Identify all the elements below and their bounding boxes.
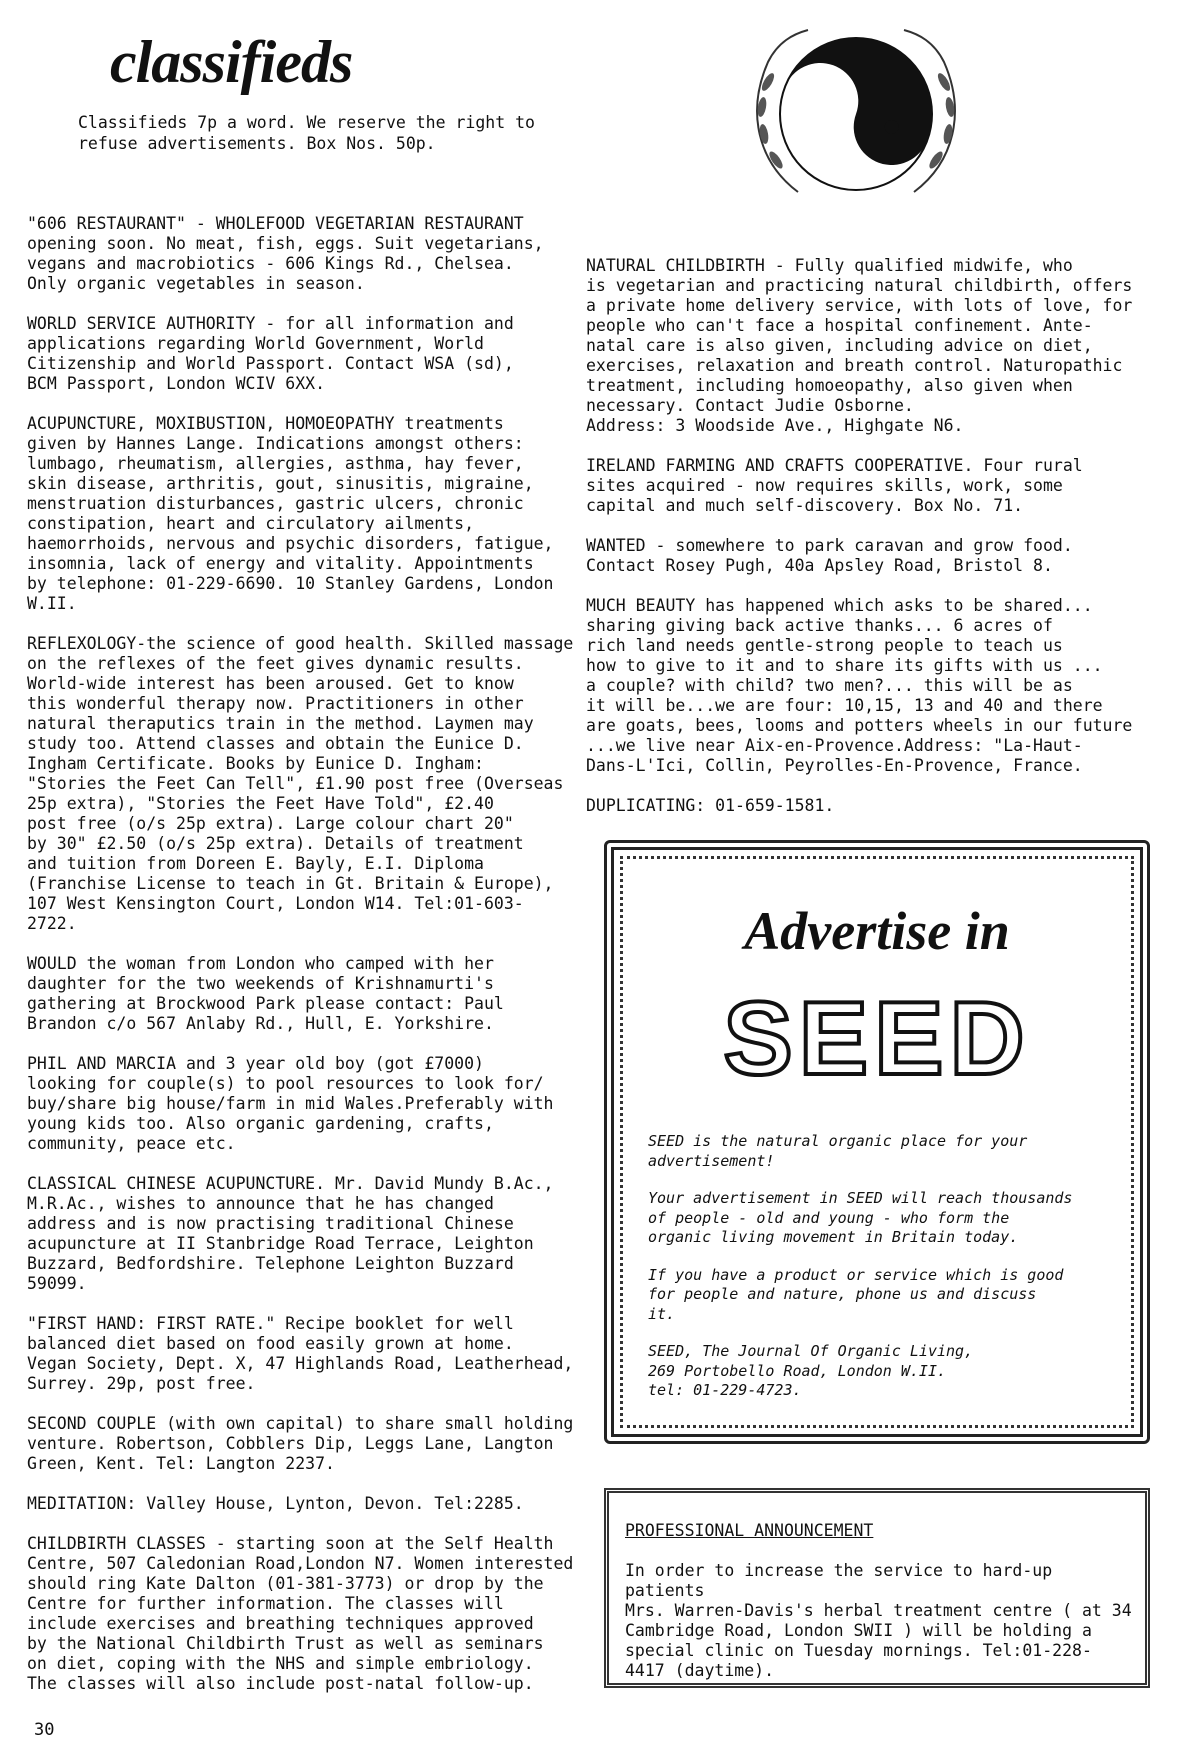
- ad-childbirth-classes: CHILDBIRTH CLASSES - starting soon at the Self Health Centre, 507 Caledonian Road,London N7. Women interested should ring Kate Dalton (01-381-3773) or drop by the Centre for further information. The classes will include exercises and breathing techniques approved by the National Childbirth Trust as well as seminars on diet, coping with the NHS and simple embriology. The classes will also include post-natal follow-up.: [27, 1534, 574, 1693]
- ad-meditation: MEDITATION: Valley House, Lynton, Devon. Tel:2285.: [27, 1494, 524, 1513]
- ad-duplicating: DUPLICATING: 01-659-1581.: [586, 796, 835, 815]
- page-heading: classifieds: [110, 29, 353, 95]
- promo-contact: SEED, The Journal Of Organic Living, 269 Portobello Road, London W.II. tel: 01-229-4723.: [648, 1342, 974, 1399]
- ad-phil-and-marcia: PHIL AND MARCIA and 3 year old boy (got £7000) looking for couple(s) to pool resources to look for/ buy/share big house/farm in mid Wales.Preferably with young kids too. Also organic gardening, crafts, community, peace etc.: [27, 1054, 554, 1153]
- ad-much-beauty: MUCH BEAUTY has happened which asks to be shared... sharing giving back active thanks... 6 acres of rich land needs gentle-strong people to teach us how to give to it and to share its gifts with us ... a couple? with child? two men?... this will be as it will be...we are four: 10,15, 13 and 40 and there are goats, bees, looms and potters wheels in our future ...we live near Aix-en-Provence.Address: "La-Haut- Dans-L'Ici, Collin, Peyrolles-En-Provence, France.: [586, 596, 1133, 775]
- left-ad-column: [27, 214, 587, 1714]
- ad-606-restaurant: "606 RESTAURANT" - WHOLEFOOD VEGETARIAN RESTAURANT opening soon. No meat, fish, eggs. Suit vegetarians, vegans and macrobiotics - 606 Kings Rd., Chelsea. Only organic vegetables in season.: [27, 214, 544, 293]
- seed-logo: [676, 990, 1078, 1090]
- yin-yang-wreath-icon: [738, 22, 974, 202]
- ad-brockwood-park: WOULD the woman from London who camped with her daughter for the two weekends of Krishnamurti's gathering at Brockwood Park please contact: Paul Brandon c/o 567 Anlaby Rd., Hull, E. Yorkshire.: [27, 954, 504, 1033]
- page-number: 30: [34, 1720, 55, 1740]
- ad-second-couple: SECOND COUPLE (with own capital) to share small holding venture. Robertson, Cobblers Dip, Leggs Lane, Langton Green, Kent. Tel: Langton 2237.: [27, 1414, 574, 1473]
- ad-ireland-farming: IRELAND FARMING AND CRAFTS COOPERATIVE. Four rural sites acquired - now requires skills, work, some capital and much self-discovery. Box No. 71.: [586, 456, 1083, 515]
- promo-copy: [648, 1132, 1118, 1419]
- ad-chinese-acupuncture: CLASSICAL CHINESE ACUPUNCTURE. Mr. David Mundy B.Ac., M.R.Ac., wishes to announce that he has changed address and is now practising traditional Chinese acupuncture at II Stanbridge Road Terrace, Leighton Buzzard, Bedfordshire. Telephone Leighton Buzzard 59099.: [27, 1174, 554, 1293]
- seed-logo-text: SEED: [723, 990, 1031, 1090]
- ad-first-hand: "FIRST HAND: FIRST RATE." Recipe booklet for well balanced diet based on food easily grown at home. Vegan Society, Dept. X, 47 Highlands Road, Leatherhead, Surrey. 29p, post free.: [27, 1314, 574, 1393]
- ad-world-service-authority: WORLD SERVICE AUTHORITY - for all information and applications regarding World Government, World Citizenship and World Passport. Contact WSA (sd), BCM Passport, London WCIV 6XX.: [27, 314, 514, 393]
- ad-acupuncture-lange: ACUPUNCTURE, MOXIBUSTION, HOMOEOPATHY treatments given by Hannes Lange. Indications amongst others: lumbago, rheumatism, allergies, asthma, hay fever, skin disease, arthritis, gout, sinusitis, migraine, menstruation disturbances, gastric ulcers, chronic constipation, heart and circulatory ailments, haemorrhoids, nervous and psychic disorders, fatigue, insomnia, lack of energy and vitality. Appointments by telephone: 01-229-6690. 10 Stanley Gardens, London W.II.: [27, 414, 554, 613]
- ad-wanted-caravan: WANTED - somewhere to park caravan and grow food. Contact Rosey Pugh, 40a Apsley Road, Bristol 8.: [586, 536, 1073, 575]
- announcement-body: In order to increase the service to hard-up patients Mrs. Warren-Davis's herbal treatment centre ( at 34 Cambridge Road, London SWII ) will be holding a special clinic on Tuesday mornings. Tel:01-228- 4417 (daytime).: [625, 1561, 1132, 1680]
- ad-natural-childbirth: NATURAL CHILDBIRTH - Fully qualified midwife, who is vegetarian and practicing natural childbirth, offers a private home delivery service, with lots of love, for people who can't face a hospital confinement. Ante- natal care is also given, including advice on diet, exercises, relaxation and breath control. Naturopathic treatment, including homoeopathy, also given when necessary. Contact Judie Osborne. Address: 3 Woodside Ave., Highgate N6.: [586, 256, 1133, 435]
- ad-reflexology: REFLEXOLOGY-the science of good health. Skilled massage on the reflexes of the feet gives dynamic results. World-wide interest has been aroused. Get to know this wonderful therapy now. Practitioners in other natural theraputics train in the method. Laymen may study too. Attend classes and obtain the Eunice D. Ingham Certificate. Books by Eunice D. Ingham: "Stories the Feet Can Tell", £1.90 post free (Overseas 25p extra), "Stories the Feet Have Told", £2.40 post free (o/s 25p extra). Large colour chart 20" by 30" £2.50 (o/s 25p extra). Details of treatment and tuition from Doreen E. Bayly, E.I. Diploma (Franchise License to teach in Gt. Britain & Europe), 107 West Kensington Court, London W14. Tel:01-603- 2722.: [27, 634, 574, 933]
- promo-title: Advertise in: [744, 901, 1010, 961]
- promo-paragraph: If you have a product or service which is good for people and nature, phone us and discuss it.: [648, 1265, 1064, 1323]
- professional-announcement-box: [604, 1488, 1150, 1688]
- classifieds-intro: Classifieds 7p a word. We reserve the right to refuse advertisements. Box Nos. 50p.: [78, 113, 535, 153]
- announcement-title: PROFESSIONAL ANNOUNCEMENT: [625, 1521, 874, 1540]
- promo-paragraph: Your advertisement in SEED will reach thousands of people - old and young - who form the organic living movement in Britain today.: [648, 1189, 1073, 1246]
- promo-paragraph: SEED is the natural organic place for your advertisement!: [648, 1132, 1028, 1170]
- advertise-in-seed-box: [604, 840, 1150, 1444]
- right-ad-column: [586, 256, 1146, 836]
